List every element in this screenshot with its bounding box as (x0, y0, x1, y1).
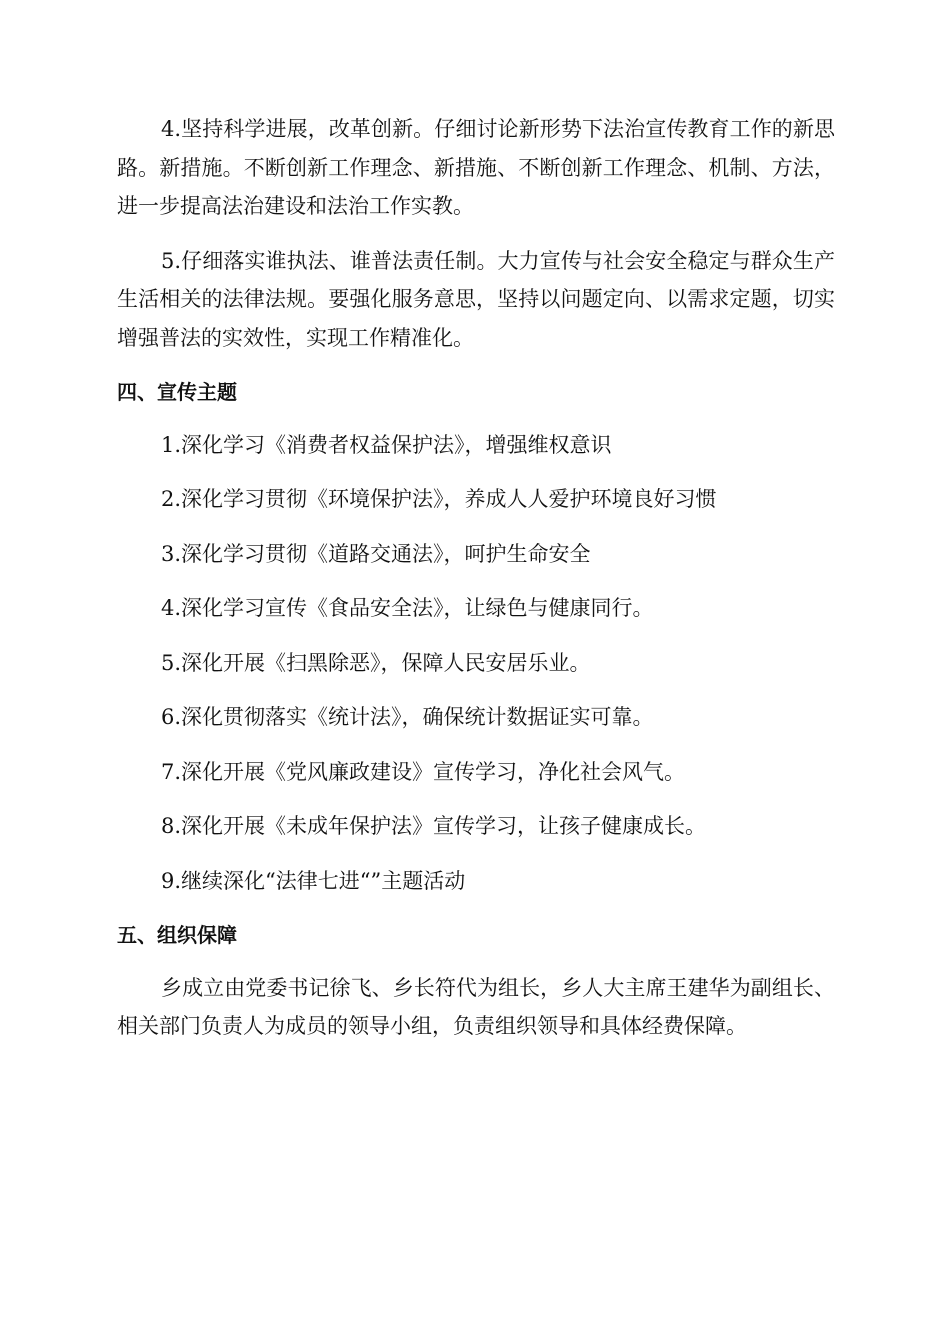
theme-item-3: 3.深化学习贯彻《道路交通法》，呵护生命安全 (161, 541, 591, 566)
document-body (117, 110, 835, 1062)
theme-item-6: 6.深化贯彻落实《统计法》，确保统计数据证实可靠。 (161, 705, 654, 729)
paragraph-item-5: 5.仔细落实谁执法、谁普法责任制。大力宣传与社会安全稳定与群众生产生活相关的法律法规。要强化服务意思，坚持以问题定向、以需求定题，切实增强普法的实效性，实现工作精准化。 (117, 248, 835, 350)
organization-paragraph: 乡成立由党委书记徐飞、乡长符代为组长，乡人大主席王建华为副组长、相关部门负责人为成员的领导小组，负责组织领导和具体经费保障。 (117, 975, 835, 1038)
theme-item-8: 8.深化开展《未成年保护法》宣传学习，让孩子健康成长。 (161, 814, 707, 838)
theme-item-5: 5.深化开展《扫黑除恶》，保障人民安居乐业。 (161, 650, 591, 675)
paragraph-item-4: 4.坚持科学进展，改革创新。仔细讨论新形势下法治宣传教育工作的新思路。新措施。不断创新工作理念、新措施、不断创新工作理念、机制、方法，进一步提高法治建设和法治工作实教。 (117, 117, 835, 218)
theme-item-1: 1.深化学习《消费者权益保护法》，增强维权意识 (161, 432, 612, 457)
section-heading-propaganda-themes: 四、宣传主题 (117, 380, 237, 404)
theme-item-2: 2.深化学习贯彻《环境保护法》，养成人人爱护环境良好习惯 (161, 487, 717, 511)
section-heading-organization: 五、组织保障 (117, 923, 237, 947)
theme-item-7: 7.深化开展《党风廉政建设》宣传学习，净化社会风气。 (161, 759, 686, 784)
theme-item-9: 9.继续深化“法律七进“”主题活动 (161, 868, 466, 893)
theme-item-4: 4.深化学习宣传《食品安全法》，让绿色与健康同行。 (161, 596, 654, 620)
